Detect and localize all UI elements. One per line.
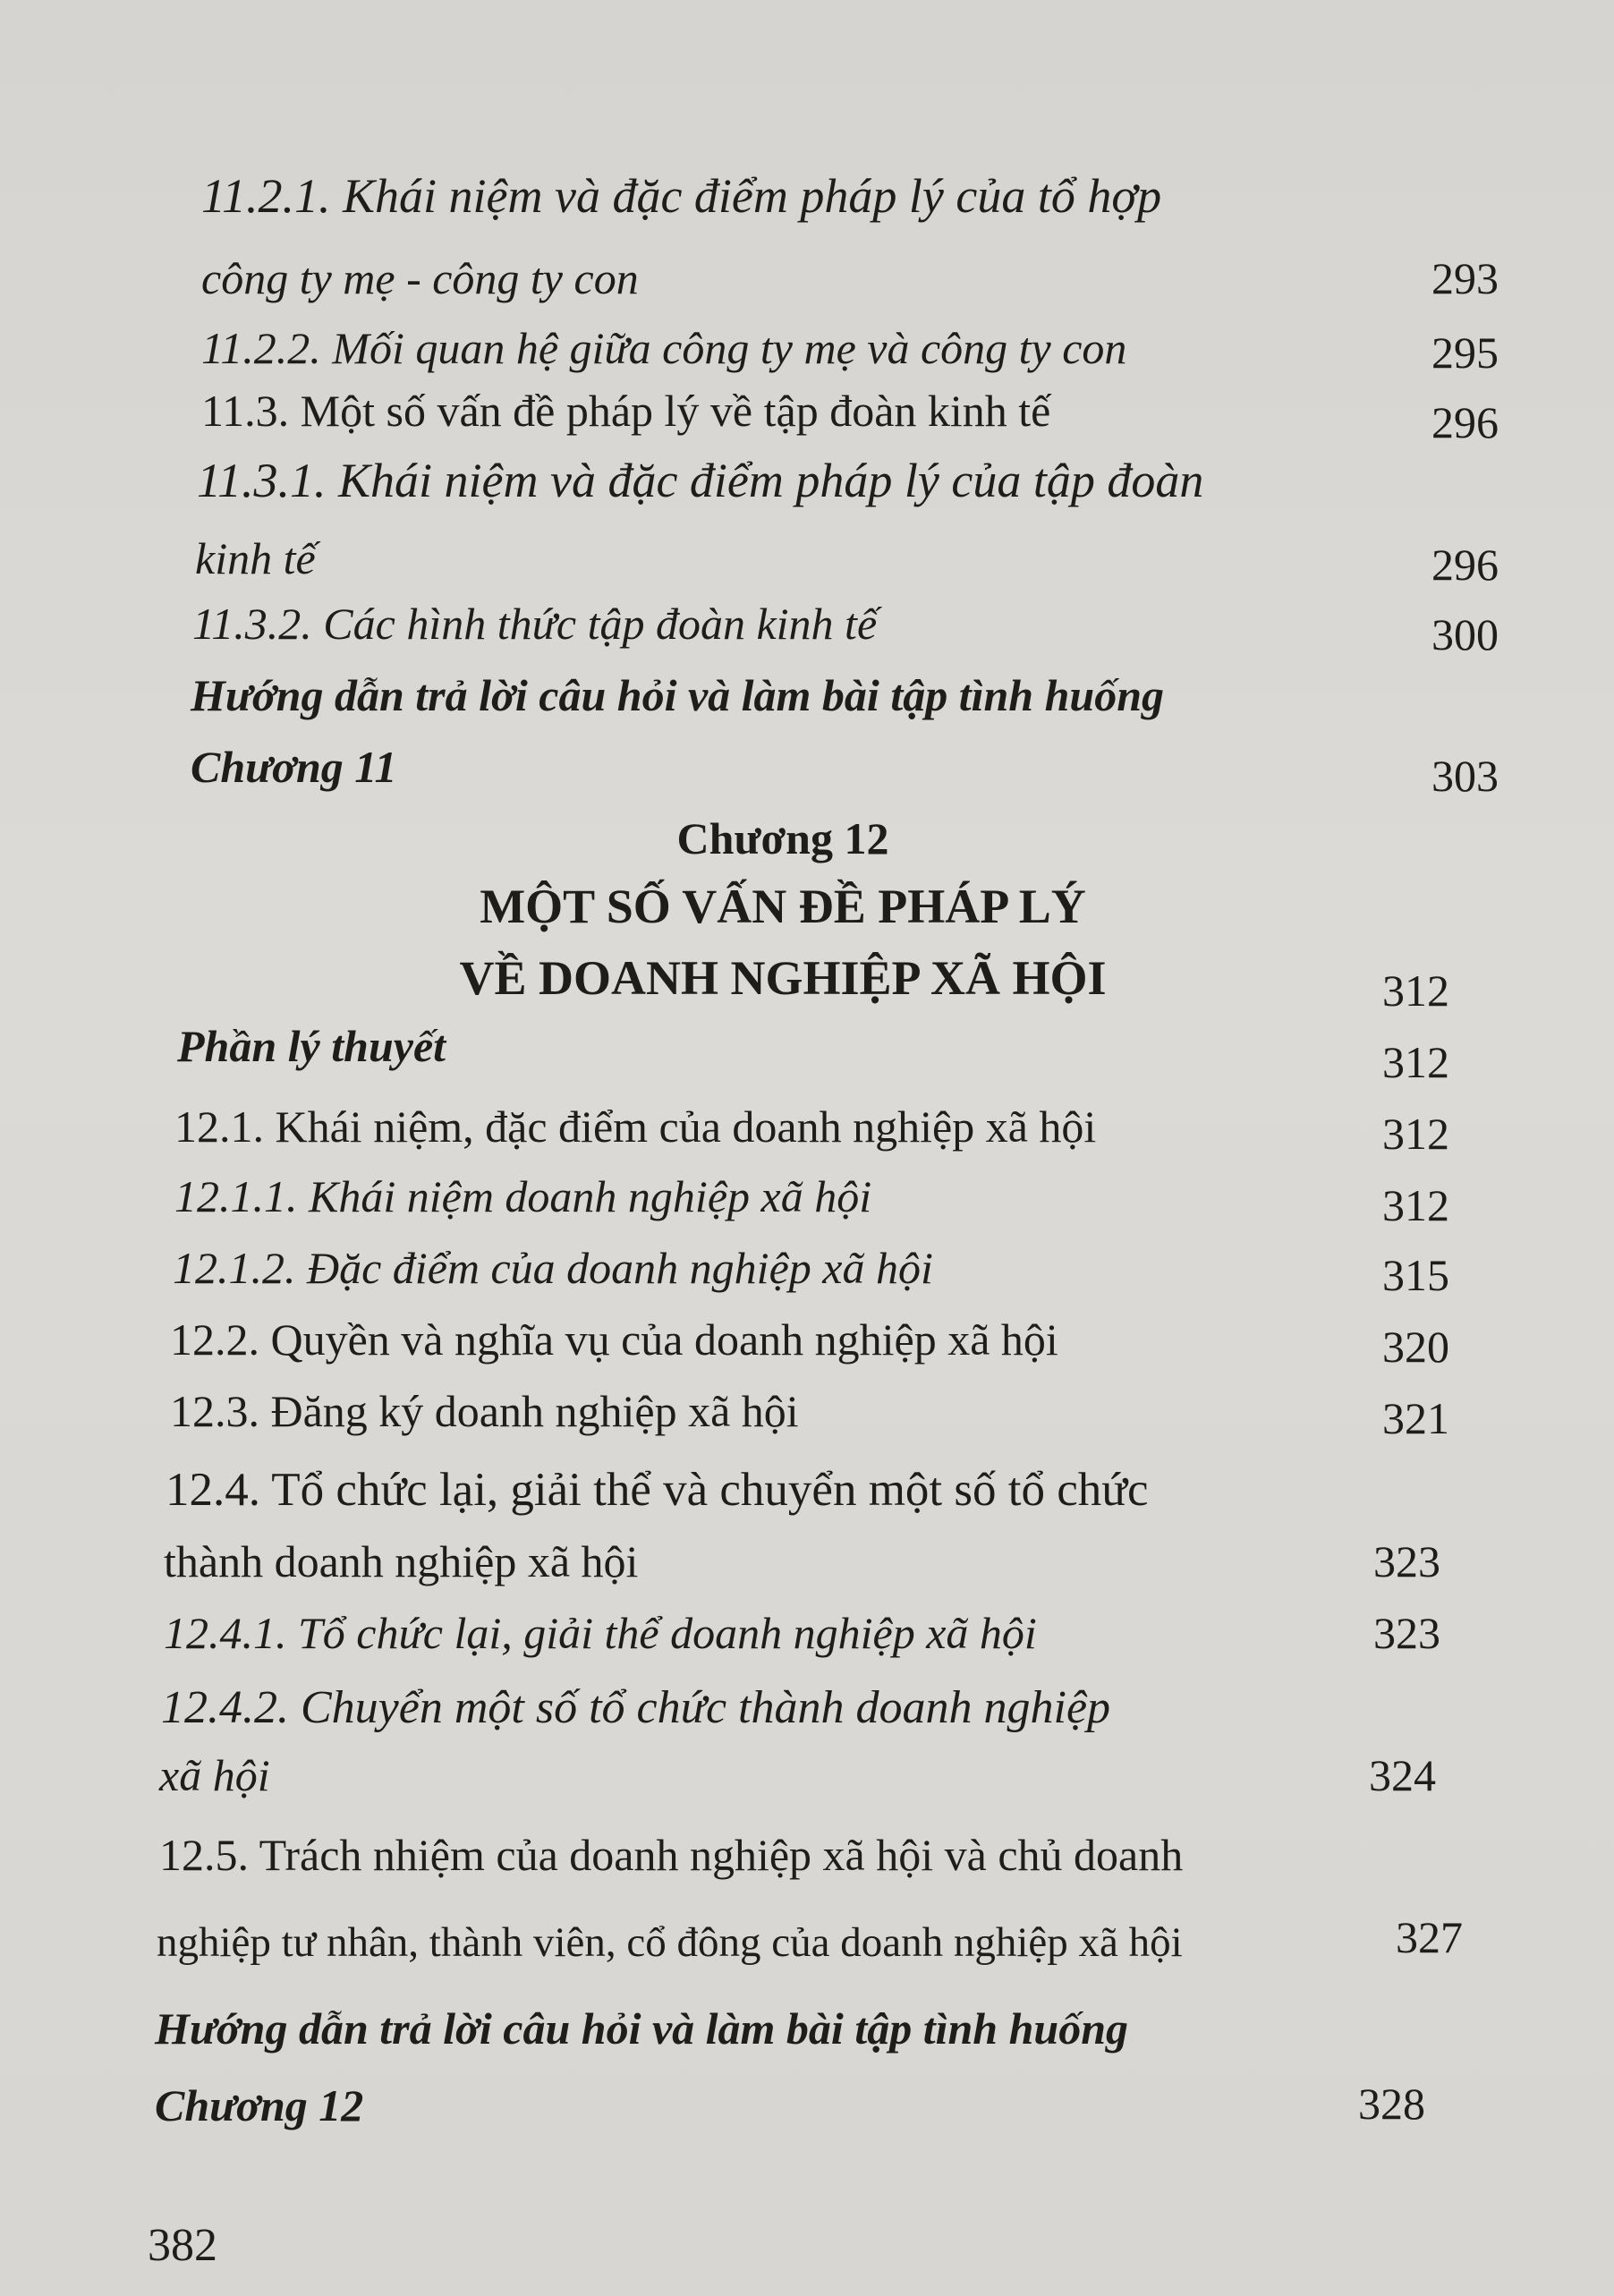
- toc-page-number: 293: [1431, 253, 1499, 303]
- toc-entry-text: xã hội: [159, 1750, 270, 1800]
- toc-entry-text: 12.4. Tổ chức lại, giải thể và chuyển một số tổ chức: [166, 1464, 1149, 1516]
- toc-entry-text: 11.3. Một số vấn đề pháp lý về tập đoàn kinh tế: [201, 386, 1051, 436]
- toc-page-number: 296: [1431, 540, 1499, 590]
- toc-page-number: 320: [1382, 1322, 1449, 1372]
- chapter-label: Chương 12: [676, 813, 889, 863]
- toc-page-number: 327: [1396, 1912, 1463, 1962]
- toc-entry-text: 12.1.2. Đặc điểm của doanh nghiệp xã hội: [173, 1243, 933, 1293]
- toc-entry-text: Phần lý thuyết: [177, 1021, 446, 1071]
- toc-page-number: 303: [1431, 751, 1499, 801]
- toc-page-number: 312: [1382, 1180, 1449, 1230]
- toc-entry-text: 12.1.1. Khái niệm doanh nghiệp xã hội: [174, 1171, 872, 1221]
- toc-entry-text: 12.5. Trách nhiệm của doanh nghiệp xã hội và chủ doanh: [159, 1830, 1184, 1880]
- toc-page-number: 321: [1382, 1393, 1449, 1443]
- toc-entry-text: 12.2. Quyền và nghĩa vụ của doanh nghiệp xã hội: [170, 1314, 1058, 1365]
- toc-entry-text: 11.3.1. Khái niệm và đặc điểm pháp lý của tập đoàn: [197, 454, 1204, 507]
- toc-entry-text: 12.4.1. Tổ chức lại, giải thể doanh nghiệp xã hội: [164, 1608, 1037, 1658]
- toc-page-number: 315: [1382, 1250, 1449, 1300]
- toc-entry-text: Hướng dẫn trả lời câu hỏi và làm bài tập tình huống: [191, 670, 1165, 720]
- chapter-title-line2: VỀ DOANH NGHIỆP XÃ HỘI: [459, 951, 1107, 1005]
- toc-entry-text: 12.1. Khái niệm, đặc điểm của doanh nghiệp xã hội: [174, 1101, 1097, 1152]
- toc-entry-text: công ty mẹ - công ty con: [201, 253, 639, 303]
- toc-page-number: 323: [1373, 1608, 1440, 1658]
- toc-page-number: 295: [1431, 327, 1499, 378]
- toc-entry-text: 12.3. Đăng ký doanh nghiệp xã hội: [170, 1386, 799, 1436]
- toc-entry-text: kinh tế: [195, 533, 316, 583]
- toc-page-number: 296: [1431, 397, 1499, 447]
- toc-page-number: 312: [1382, 965, 1449, 1016]
- toc-entry-text: Chương 12: [155, 2080, 364, 2130]
- page-folio: 382: [148, 2220, 217, 2271]
- toc-page-number: 312: [1382, 1109, 1449, 1159]
- toc-page-number: 300: [1431, 609, 1499, 659]
- toc-entry-text: Hướng dẫn trả lời câu hỏi và làm bài tập tình huống: [155, 2003, 1129, 2054]
- toc-page-number: 324: [1369, 1750, 1436, 1800]
- toc-entry-text: 11.3.2. Các hình thức tập đoàn kinh tế: [192, 599, 878, 649]
- toc-entry-text: nghiệp tư nhân, thành viên, cổ đông của doanh nghiệp xã hội: [157, 1919, 1183, 1966]
- toc-entry-text: Chương 11: [191, 742, 397, 792]
- chapter-title-line1: MỘT SỐ VẤN ĐỀ PHÁP LÝ: [480, 880, 1086, 933]
- toc-entry-text: thành doanh nghiệp xã hội: [164, 1536, 639, 1586]
- toc-page-number: 328: [1358, 2079, 1425, 2129]
- toc-page-number: 312: [1382, 1037, 1449, 1087]
- toc-entry-text: 12.4.2. Chuyển một số tổ chức thành doanh nghiệp: [161, 1682, 1111, 1733]
- toc-entry-text: 11.2.2. Mối quan hệ giữa công ty mẹ và công ty con: [201, 323, 1127, 373]
- toc-page-number: 323: [1373, 1536, 1440, 1586]
- toc-entry-text: 11.2.1. Khái niệm và đặc điểm pháp lý của tổ hợp: [201, 169, 1162, 223]
